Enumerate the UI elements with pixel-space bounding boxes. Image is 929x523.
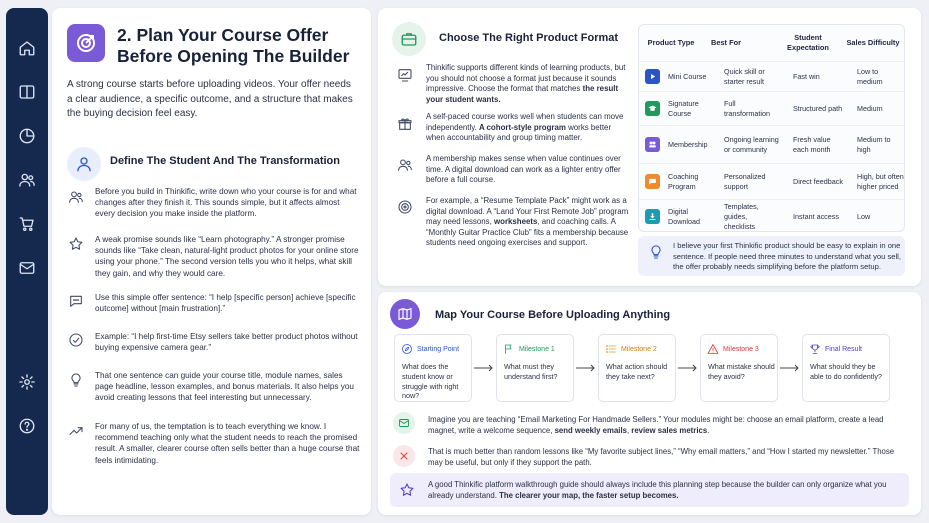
list-item: Use this simple offer sentence: “I help [specific person] achieve [specific outcome] without [main frustration].” bbox=[95, 293, 356, 314]
list-item: A membership makes sense when value continues over time. A digital download can work as a lighter entry offer before a full course. bbox=[426, 154, 621, 184]
step-final-result: Final Result What should they be able to do confidently? bbox=[802, 334, 890, 402]
play-icon bbox=[645, 69, 660, 84]
step-starting-point: Starting Point What does the student know or struggle with right now? bbox=[394, 334, 472, 402]
example-bad: That is much better than random lessons like “My favorite subject lines,” “Why email matters,” and “How I started my newsletter.” Those may be useful, but only if they support the path. bbox=[428, 447, 895, 467]
table-header: Student Expectation bbox=[787, 33, 829, 52]
table-row: Membership Ongoing learning or community Fresh value each month Medium to high bbox=[639, 125, 905, 163]
check-circle-icon bbox=[67, 331, 85, 349]
example-good: Imagine you are teaching “Email Marketing For Handmade Sellers.” Your modules might be: choose an email platform, create a lead magnet, write a welcome sequence, send weekly emails, review sales metrics. bbox=[428, 415, 884, 435]
list-item: A self-paced course works well when students can move independently. A cohort-style program works better when accountability and group timing matter. bbox=[426, 112, 624, 142]
step-milestone-2: Milestone 2 What action should they take next? bbox=[598, 334, 676, 402]
list-item: A weak promise sounds like “Learn photography.” A stronger promise sounds like “Take clean, natural-light product photos for your online store using your phone.” The second version tells you who it helps, what skill they gain, and why they would care. bbox=[95, 235, 359, 278]
table-header: Best For bbox=[711, 38, 741, 47]
help-icon[interactable] bbox=[17, 416, 37, 436]
book-icon[interactable] bbox=[17, 82, 37, 102]
table-row: Signature Course Full transformation Structured path Medium bbox=[639, 91, 905, 125]
page-title: 2. Plan Your Course Offer Before Opening The Builder bbox=[117, 25, 350, 66]
target-icon bbox=[67, 24, 105, 62]
trend-icon bbox=[67, 422, 85, 440]
target-icon bbox=[396, 198, 414, 216]
chat-icon bbox=[645, 174, 660, 189]
cart-icon[interactable] bbox=[17, 214, 37, 234]
home-icon[interactable] bbox=[17, 38, 37, 58]
list-item: For example, a “Resume Template Pack” might work as a digital download. A “Land Your First Remote Job” program may need lessons, worksheets, and coaching calls. A “Monthly Guitar Practice Club” fits a membership because students need ongoing exercises and support. bbox=[426, 196, 629, 247]
sidebar bbox=[6, 8, 48, 515]
warning-icon bbox=[707, 343, 719, 355]
table-row: Digital Download Templates, guides, checklists Instant access Low bbox=[639, 199, 905, 232]
briefcase-icon bbox=[392, 22, 426, 56]
list-item: For many of us, the temptation is to teach everything we know. I recommend teaching only what the student needs to reach the promised result. A smaller, clearer course often sells better than a huge course that feels intimidating. bbox=[95, 422, 360, 465]
section-title-map: Map Your Course Before Uploading Anything bbox=[435, 309, 671, 321]
trophy-icon bbox=[809, 343, 821, 355]
course-map-card bbox=[378, 292, 921, 515]
membership-icon bbox=[645, 137, 660, 152]
list-item: Thinkific supports different kinds of learning products, but you should not choose a format just because it sounds impressive. Choose the format that matches the result your student wants. bbox=[426, 63, 626, 104]
users-icon bbox=[396, 156, 414, 174]
users-icon bbox=[67, 188, 85, 206]
flag-icon bbox=[503, 343, 515, 355]
monitor-icon bbox=[396, 66, 414, 84]
star-icon bbox=[398, 481, 416, 499]
section-title-format: Choose The Right Product Format bbox=[439, 32, 619, 44]
plan-offer-card bbox=[52, 8, 371, 515]
arrow-icon bbox=[575, 364, 597, 372]
arrow-icon bbox=[677, 364, 699, 372]
star-icon bbox=[67, 235, 85, 253]
planning-note: A good Thinkific platform walkthrough guide should always include this planning step because the builder can only organize what you already understand. The clearer your map, the faster setup becomes. bbox=[390, 473, 909, 507]
settings-icon[interactable] bbox=[17, 372, 37, 392]
compass-icon bbox=[401, 343, 413, 355]
gift-icon bbox=[396, 115, 414, 133]
mail-icon[interactable] bbox=[17, 258, 37, 278]
product-format-card bbox=[378, 8, 921, 286]
table-row: Coaching Program Personalized support Direct feedback High, but often higher priced bbox=[639, 163, 905, 199]
section-title-student: Define The Student And The Transformation bbox=[110, 155, 340, 167]
step-milestone-1: Milestone 1 What must they understand first? bbox=[496, 334, 574, 402]
tip-note: I believe your first Thinkific product should be easy to explain in one sentence. If people need three minutes to understand what you sell, the offer probably needs simplifying before the platform setup. bbox=[638, 236, 905, 276]
intro-text: A strong course starts before uploading videos. Your offer needs a clear audience, a specific outcome, and a structure that makes the buying decision feel easy. bbox=[67, 79, 353, 119]
lightbulb-icon bbox=[67, 371, 85, 389]
list-item: Example: “I help first-time Etsy sellers take better product photos without buying expensive camera gear.” bbox=[95, 332, 358, 353]
table-row: Mini Course Quick skill or starter result Fast win Low to medium bbox=[639, 61, 905, 91]
lightbulb-icon bbox=[647, 243, 665, 261]
list-item: That one sentence can guide your course title, module names, sales page headline, lesson examples, and bonus materials. It also helps you avoid creating lessons that feel interesting but unnecessary. bbox=[95, 371, 354, 403]
table-header: Product Type bbox=[647, 38, 695, 47]
arrow-icon bbox=[779, 364, 801, 372]
step-milestone-3: Milestone 3 What mistake should they avoid? bbox=[700, 334, 778, 402]
chat-icon bbox=[67, 292, 85, 310]
table-header: Sales Difficulty bbox=[846, 38, 900, 47]
list-icon bbox=[605, 343, 617, 355]
map-icon bbox=[390, 299, 420, 329]
download-icon bbox=[645, 209, 660, 224]
list-item: Before you build in Thinkific, write down who your course is for and what changes after they finish it. This sounds simple, but it affects almost every decision you make inside the platform. bbox=[95, 187, 357, 219]
product-type-table bbox=[638, 24, 905, 232]
graduation-icon bbox=[645, 101, 660, 116]
users-icon[interactable] bbox=[17, 170, 37, 190]
x-icon bbox=[393, 445, 415, 467]
mail-icon bbox=[393, 412, 415, 434]
arrow-icon bbox=[473, 364, 495, 372]
user-icon bbox=[67, 147, 101, 181]
chart-pie-icon[interactable] bbox=[17, 126, 37, 146]
